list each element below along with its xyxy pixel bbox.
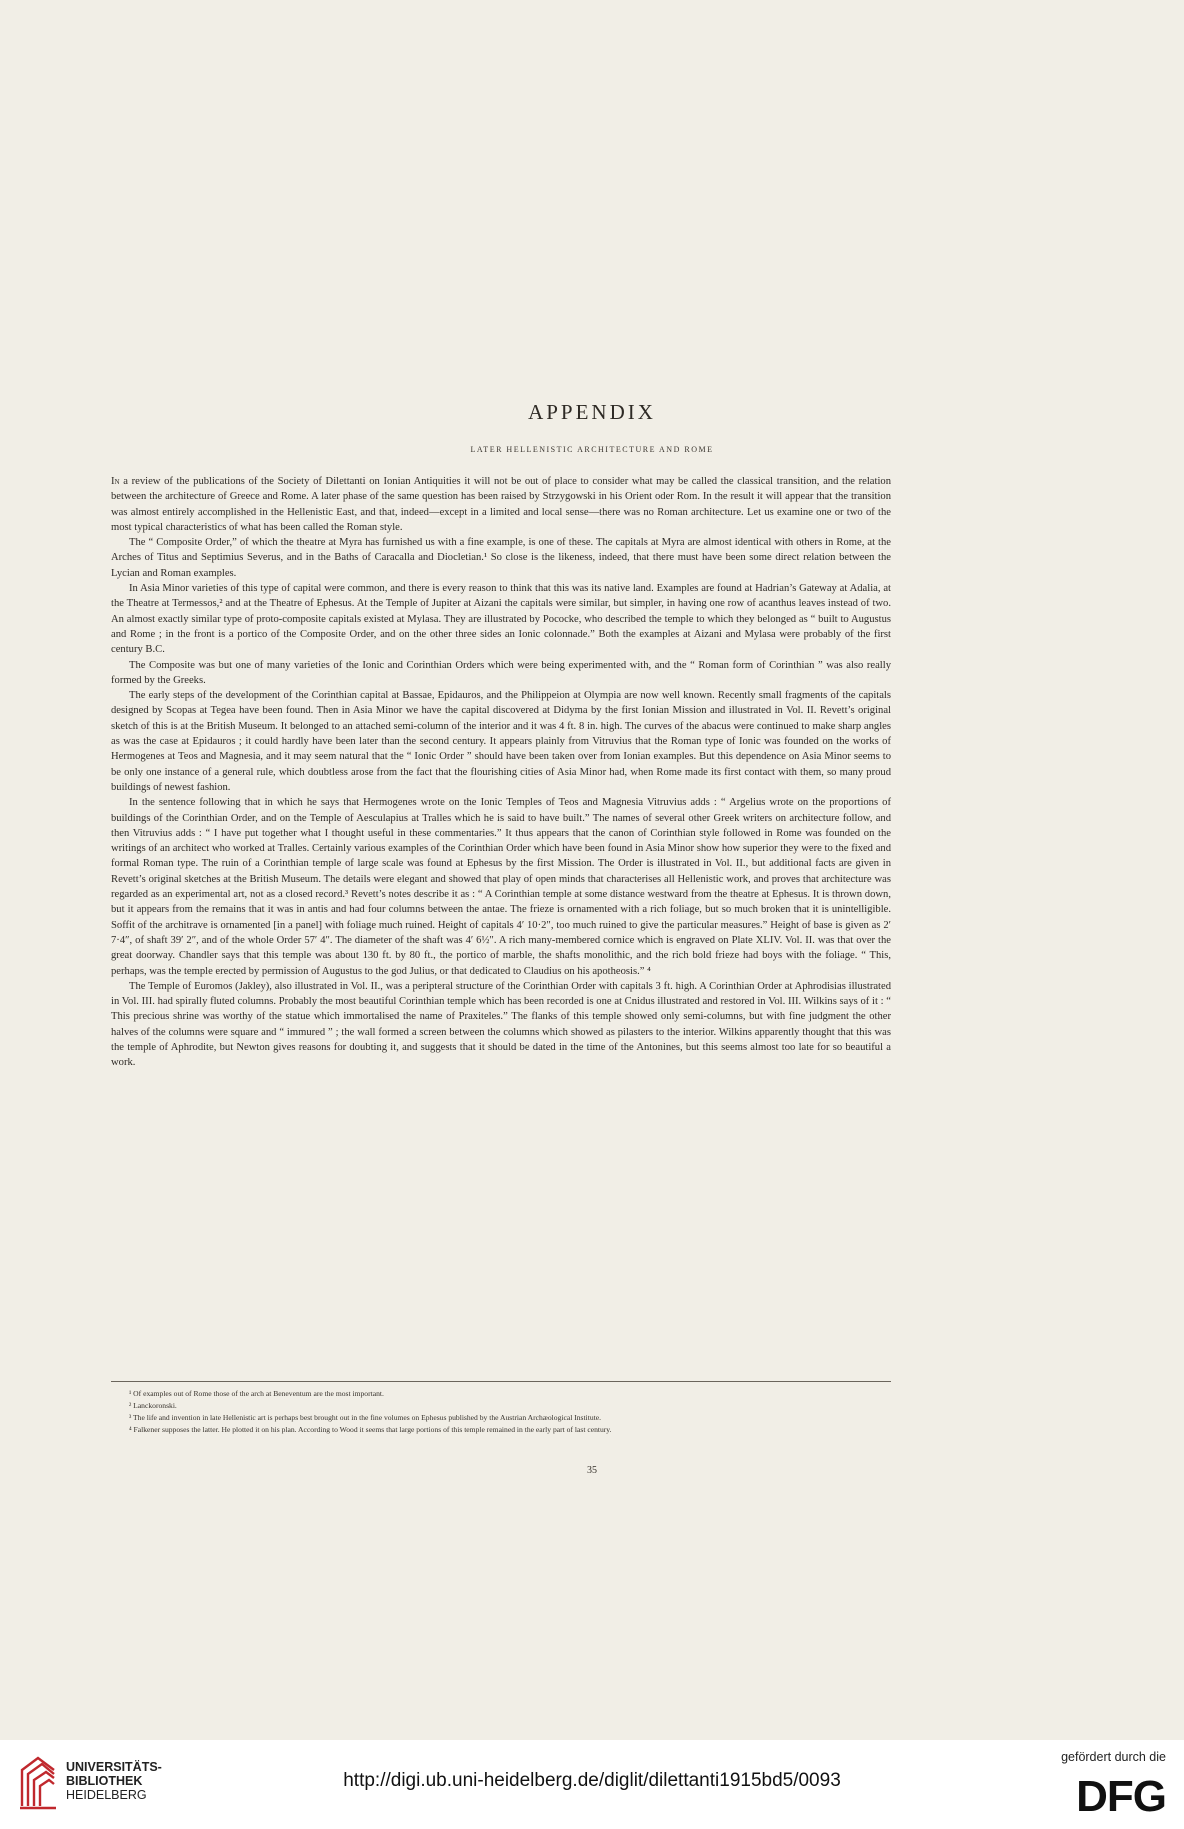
paragraph-7: The Temple of Euromos (Jakley), also illustrated in Vol. II., was a peripteral structure of the Corinthian Order with capitals 3 ft. high. A Corinthian Order at Aphrodisias illustrated in Vol. III. had spirally fluted columns. Probably the most beautiful Corinthian temple which has been recorded is one at Cnidus illustrated and restored in Vol. III. Wilkins says of it : “ This precious shrine was worthy of the statue which immortalised the name of Praxiteles.” The flanks of this temple showed only semi-columns, but with fine judgment the other halves of the columns were square and “ immured ” ; the wall formed a screen between the columns which showed as pilasters to the interior. Wilkins apparently thought that this was the temple of Aphrodite, but Newton gives reasons for doubting it, and suggests that it should be dated in the time of the Antonines, but this seems almost too late for so beautiful a work. — [111, 980, 891, 1069]
footnote-4: ⁴ Falkener supposes the latter. He plotted it on his plan. According to Wood it seems that large portions of this temple remained in the early part of last century. — [129, 1425, 612, 1434]
paragraph-2: The “ Composite Order,” of which the theatre at Myra has furnished us with a fine example, is one of these. The capitals at Myra are almost identical with others in Rome, at the Arches of Titus and Septimius Severus, and in the Baths of Caracalla and Diocletian.¹ So close is the likeness, indeed, that there must have been some direct relation between the Lycian and Roman examples. — [111, 537, 891, 579]
library-name-line-2: BIBLIOTHEK — [66, 1774, 143, 1788]
footnote-2: ² Lanckoronski. — [129, 1401, 177, 1410]
paragraph-4: The Composite was but one of many varieties of the Ionic and Corinthian Orders which were being experimented with, and the “ Roman form of Corinthian ” was also really formed by the Greeks. — [111, 659, 891, 686]
paragraph-1 — [111, 474, 891, 535]
drop-word: In — [111, 476, 120, 487]
page-number: 35 — [587, 1465, 597, 1476]
footnotes — [111, 1388, 891, 1436]
dfg-logo: DFG — [1076, 1772, 1166, 1821]
footnote-rule — [111, 1381, 891, 1382]
paragraph-1-text: a review of the publications of the Society of Dilettanti on Ionian Antiquities it will not be out of place to consider what may be called the classical transition, and the relation between the architecture of Greece and Rome. A later phase of the same question has been raised by Strzygowski in his Orient oder Rom. In the result it will appear that the transition was almost entirely accomplished in the Hellenistic East, and that, indeed—except in a limited and local sense—there was no Roman architecture. Let us examine one or two of the most typical characteristics of what has been called the Roman style. — [111, 476, 891, 533]
funder-label: gefördert durch die — [1061, 1750, 1166, 1764]
page-title: APPENDIX — [528, 400, 656, 424]
paragraph-6: In the sentence following that in which he says that Hermogenes wrote on the Ionic Temples of Teos and Magnesia Vitruvius adds : “ Argelius wrote on the proportions of buildings of the Corinthian Order, and on the Temple of Aesculapius at Tralles which he is said to have built.” The names of several other Greek writers on architecture follow, and then Vitruvius adds : “ I have put together what I thought useful in these commentaries.” It thus appears that the canon of Corinthian style followed in Rome was founded on the writings of an architect who worked at Tralles. Certainly various examples of the Corinthian Order which have been found in Asia Minor show how superior they were to the fixed and formal Roman type. The ruin of a Corinthian temple of large scale was found at Ephesus by the first Mission. The Order is illustrated in Vol. II., but additional facts are given in Revett’s original sketches at the British Museum. The details were elegant and showed that play of open minds that characterises all Hellenistic work, and proves that architecture was regarded as an experimental art, not as a closed record.³ Revett’s notes describe it as : “ A Corinthian temple at some distance westward from the theatre at Ephesus. It is thrown down, but it appears from the remains that it was in antis and had four columns between the antae. The frieze is ornamented with a rich foliage, but so much broken that it is unintelligible. Soffit of the architrave is ornamented [in a panel] with foliage much ruined. Height of capitals 4′ 10·2″, too much ruined to give the particular measures.” Height of base is given as 2′ 7·4″, of shaft 39′ 2″, and of the whole Order 57′ 4″. The diameter of the shaft was 4′ 6½″. A rich many-membered cornice which is engraved on Plate XLIV. Vol. II. was that over the great doorway. Chandler says that this temple was about 130 ft. by 80 ft., the portico of marble, the shafts monolithic, and the rich bold frieze had boys with the foliage. “ This, perhaps, was the temple erected by permission of Augustus to the god Julius, or that dedicated to Claudius on his apotheosis.” ⁴ — [111, 797, 891, 977]
footnote-3: ³ The life and invention in late Hellenistic art is perhaps best brought out in the fine volumes on Ephesus published by the Austrian Archæological Institute. — [129, 1413, 602, 1422]
footer-bar — [0, 1740, 1184, 1829]
paragraph-5: The early steps of the development of the Corinthian capital at Bassae, Epidauros, and the Philippeion at Olympia are now well known. Recently small fragments of the capitals designed by Scopas at Tegea have been found. Then in Asia Minor we have the capital discovered at Didyma by the first Ionian Mission and illustrated in Vol. II. Revett’s original sketch of this is at the British Museum. It belonged to an attached semi-column of the interior and it was 4 ft. 8 in. high. The curves of the abacus were continued to make sharp angles as was the case at Epidauros ; it could hardly have been later than the second century. It appears plainly from Vitruvius that the Roman type of Ionic was founded on the works of Hermogenes at Teos and Magnesia, and it may seem natural that the “ Ionic Order ” should have been taken over from Ionian examples. But this dependence on Asia Minor seems to be only one instance of a general rule, which doubtless arose from the fact that the flourishing cities of Asia Minor had, when Rome made its first contact with them, so many proud buildings of newest fashion. — [111, 690, 891, 793]
library-name-line-3: HEIDELBERG — [66, 1788, 147, 1802]
permalink-url[interactable]: http://digi.ub.uni-heidelberg.de/diglit/dilettanti1915bd5/0093 — [343, 1770, 841, 1791]
page-subtitle: LATER HELLENISTIC ARCHITECTURE AND ROME — [470, 445, 714, 454]
body-text — [111, 474, 891, 1071]
paragraph-3: In Asia Minor varieties of this type of capital were common, and there is every reason to think that this was its native land. Examples are found at Hadrian’s Gateway at Adalia, at the Theatre at Termessos,² and at the Theatre of Ephesus. At the Temple of Jupiter at Aizani the capitals were similar, but simpler, in having one row of acanthus leaves instead of two. An almost exactly similar type of proto-composite capitals existed at Mylasa. They are illustrated by Pococke, who described the temple to which they belonged as “ built to Augustus and Rome ; in the front is a portico of the Composite Order, and on the other three sides an Ionic colonnade.” Both the examples at Aizani and Mylasa were probably of the first century B.C. — [111, 583, 891, 656]
footnote-1: ¹ Of examples out of Rome those of the arch at Beneventum are the most important. — [129, 1389, 384, 1398]
library-name-line-1: UNIVERSITÄTS- — [66, 1760, 162, 1774]
